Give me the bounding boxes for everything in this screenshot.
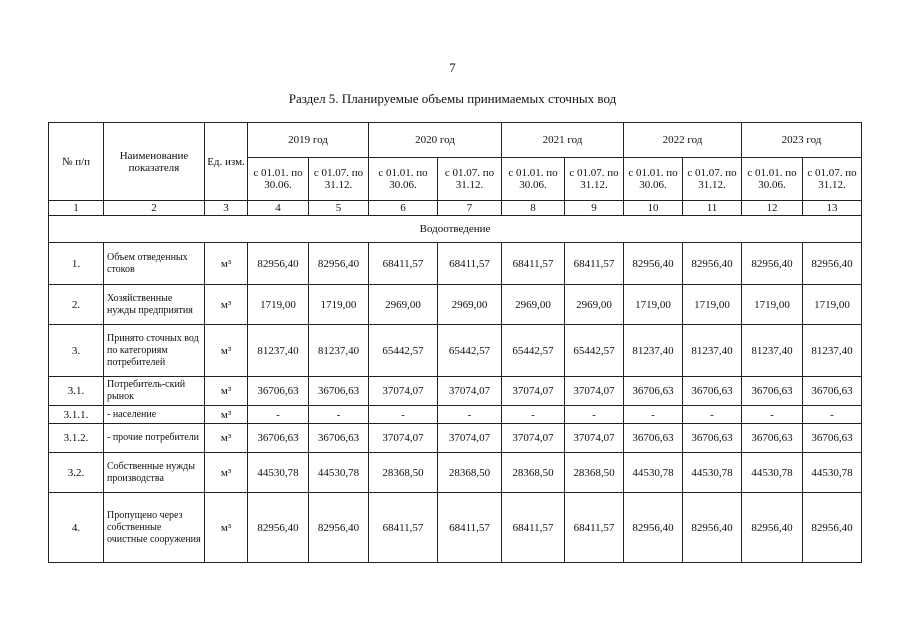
column-number: 4 (248, 201, 309, 216)
header-no: № п/п (49, 123, 104, 201)
header-period-second: с 01.07. по 31.12. (438, 158, 502, 201)
row-value: 36706,63 (624, 377, 683, 406)
header-period-first: с 01.01. по 30.06. (248, 158, 309, 201)
row-value: 2969,00 (502, 285, 565, 325)
row-value: 36706,63 (309, 424, 369, 453)
section-title: Раздел 5. Планируемые объемы принимаемых сточных вод (288, 91, 617, 106)
row-value: 82956,40 (803, 493, 862, 563)
table-row (49, 243, 862, 285)
row-value: 36706,63 (742, 424, 803, 453)
row-name: Хозяйственные нужды предприятия (104, 285, 205, 325)
row-unit: м³ (205, 493, 248, 563)
header-name: Наименование показателя (104, 123, 205, 201)
row-value: 68411,57 (565, 243, 624, 285)
row-value: 44530,78 (309, 453, 369, 493)
header-period-second: с 01.07. по 31.12. (309, 158, 369, 201)
table-row (49, 377, 862, 406)
row-value: 1719,00 (624, 285, 683, 325)
column-number: 11 (683, 201, 742, 216)
row-value: 37074,07 (565, 424, 624, 453)
row-value: 44530,78 (803, 453, 862, 493)
header-period-first: с 01.01. по 30.06. (502, 158, 565, 201)
header-year-2022: 2022 год (624, 123, 742, 158)
header-period-first: с 01.01. по 30.06. (369, 158, 438, 201)
column-number: 8 (502, 201, 565, 216)
header-period-second: с 01.07. по 31.12. (565, 158, 624, 201)
row-value: 82956,40 (803, 243, 862, 285)
row-value: 81237,40 (683, 325, 742, 377)
row-value: 1719,00 (803, 285, 862, 325)
table-row (49, 493, 862, 563)
row-value: 68411,57 (502, 243, 565, 285)
row-value: - (502, 406, 565, 424)
header-period-first: с 01.01. по 30.06. (742, 158, 803, 201)
row-value: 65442,57 (369, 325, 438, 377)
row-value: 36706,63 (683, 424, 742, 453)
row-number: 3.1. (49, 377, 104, 406)
row-value: 44530,78 (683, 453, 742, 493)
row-value: 65442,57 (438, 325, 502, 377)
header-period-second: с 01.07. по 31.12. (683, 158, 742, 201)
row-name: - население (104, 406, 205, 424)
row-name: Пропущено через собственные очистные сооружения (104, 493, 205, 563)
row-value: 37074,07 (438, 377, 502, 406)
row-value: 36706,63 (683, 377, 742, 406)
row-value: - (438, 406, 502, 424)
row-value: 68411,57 (369, 243, 438, 285)
row-value: 1719,00 (683, 285, 742, 325)
page-number: 7 (449, 60, 456, 75)
table-row (49, 325, 862, 377)
column-number: 3 (205, 201, 248, 216)
row-number: 1. (49, 243, 104, 285)
row-value: - (565, 406, 624, 424)
row-value: 44530,78 (624, 453, 683, 493)
row-name: Принято сточных вод по категориям потребителей (104, 325, 205, 377)
row-value: 1719,00 (248, 285, 309, 325)
row-value: 28368,50 (438, 453, 502, 493)
row-value: 81237,40 (742, 325, 803, 377)
row-value: 2969,00 (565, 285, 624, 325)
row-value: - (803, 406, 862, 424)
row-name: Объем отведенных стоков (104, 243, 205, 285)
header-year-2021: 2021 год (502, 123, 624, 158)
row-value: 82956,40 (624, 243, 683, 285)
row-number: 3.1.2. (49, 424, 104, 453)
row-value: 44530,78 (248, 453, 309, 493)
table-row (49, 453, 862, 493)
row-value: 65442,57 (565, 325, 624, 377)
row-value: - (369, 406, 438, 424)
column-number: 13 (803, 201, 862, 216)
row-unit: м³ (205, 325, 248, 377)
row-value: 37074,07 (438, 424, 502, 453)
row-value: 37074,07 (502, 377, 565, 406)
planned-volumes-table (48, 122, 862, 563)
row-value: 36706,63 (624, 424, 683, 453)
row-value: 44530,78 (742, 453, 803, 493)
row-value: 82956,40 (248, 243, 309, 285)
row-value: 36706,63 (248, 377, 309, 406)
row-unit: м³ (205, 406, 248, 424)
row-value: 37074,07 (502, 424, 565, 453)
row-value: 37074,07 (565, 377, 624, 406)
row-number: 3. (49, 325, 104, 377)
row-value: 68411,57 (438, 493, 502, 563)
section-row (49, 216, 862, 243)
row-unit: м³ (205, 424, 248, 453)
header-period-second: с 01.07. по 31.12. (803, 158, 862, 201)
row-value: 28368,50 (369, 453, 438, 493)
row-value: 82956,40 (309, 493, 369, 563)
row-value: 1719,00 (742, 285, 803, 325)
row-name: - прочие потребители (104, 424, 205, 453)
table-row (49, 406, 862, 424)
row-value: 68411,57 (369, 493, 438, 563)
row-number: 4. (49, 493, 104, 563)
row-value: 82956,40 (309, 243, 369, 285)
row-value: 65442,57 (502, 325, 565, 377)
row-value: 82956,40 (742, 493, 803, 563)
row-value: 1719,00 (309, 285, 369, 325)
row-unit: м³ (205, 453, 248, 493)
row-number: 2. (49, 285, 104, 325)
row-value: 2969,00 (369, 285, 438, 325)
row-value: - (309, 406, 369, 424)
row-value: 82956,40 (742, 243, 803, 285)
row-unit: м³ (205, 285, 248, 325)
row-unit: м³ (205, 377, 248, 406)
column-number: 10 (624, 201, 683, 216)
row-number: 3.2. (49, 453, 104, 493)
row-value: 36706,63 (248, 424, 309, 453)
row-value: 28368,50 (565, 453, 624, 493)
column-number: 7 (438, 201, 502, 216)
row-value: 82956,40 (624, 493, 683, 563)
row-value: 82956,40 (683, 493, 742, 563)
section-label: Водоотведение (49, 216, 862, 243)
header-year-2023: 2023 год (742, 123, 862, 158)
column-number: 1 (49, 201, 104, 216)
header-year-2019: 2019 год (248, 123, 369, 158)
row-value: 68411,57 (502, 493, 565, 563)
column-number: 2 (104, 201, 205, 216)
row-value: 36706,63 (742, 377, 803, 406)
row-value: 81237,40 (624, 325, 683, 377)
row-value: 81237,40 (248, 325, 309, 377)
column-number: 12 (742, 201, 803, 216)
header-period-first: с 01.01. по 30.06. (624, 158, 683, 201)
row-value: 81237,40 (803, 325, 862, 377)
row-number: 3.1.1. (49, 406, 104, 424)
row-value: 68411,57 (565, 493, 624, 563)
row-value: 68411,57 (438, 243, 502, 285)
row-value: - (624, 406, 683, 424)
header-year-2020: 2020 год (369, 123, 502, 158)
row-value: - (248, 406, 309, 424)
row-value: 28368,50 (502, 453, 565, 493)
row-value: - (742, 406, 803, 424)
table-body (49, 216, 862, 563)
row-value: 36706,63 (803, 377, 862, 406)
row-value: 37074,07 (369, 377, 438, 406)
row-value: 82956,40 (683, 243, 742, 285)
row-value: - (683, 406, 742, 424)
row-unit: м³ (205, 243, 248, 285)
column-number: 6 (369, 201, 438, 216)
row-value: 36706,63 (803, 424, 862, 453)
header-unit: Ед. изм. (205, 123, 248, 201)
row-value: 36706,63 (309, 377, 369, 406)
table-row (49, 285, 862, 325)
column-number: 5 (309, 201, 369, 216)
row-value: 82956,40 (248, 493, 309, 563)
row-value: 2969,00 (438, 285, 502, 325)
row-name: Потребитель-ский рынок (104, 377, 205, 406)
table-row (49, 424, 862, 453)
column-number: 9 (565, 201, 624, 216)
row-name: Собственные нужды производства (104, 453, 205, 493)
row-value: 37074,07 (369, 424, 438, 453)
row-value: 81237,40 (309, 325, 369, 377)
